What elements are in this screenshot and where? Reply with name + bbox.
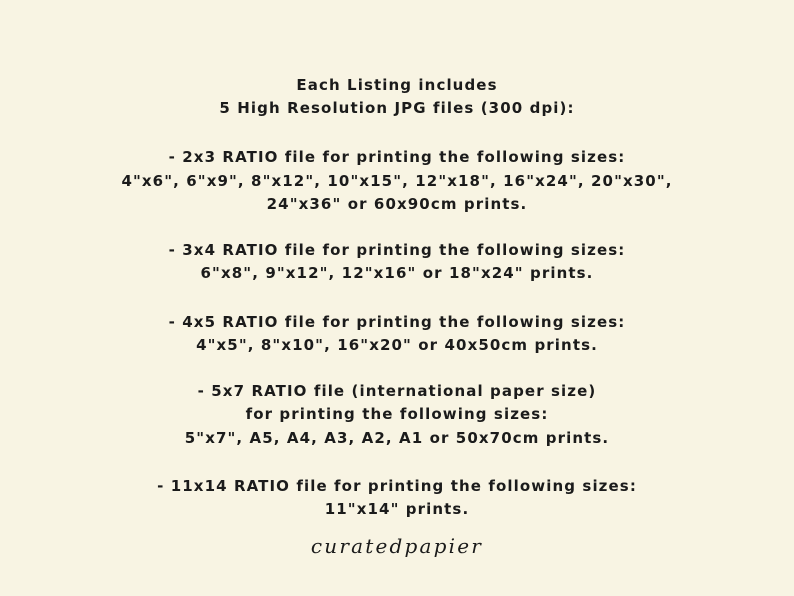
header-title: Each Listing includes <box>296 76 498 94</box>
header-subtitle: 5 High Resolution JPG files (300 dpi): <box>219 99 575 117</box>
brand-wordmark: curatedpapier <box>310 534 484 558</box>
section-11x14-sizes: 11"x14" prints. <box>324 500 470 518</box>
section-5x7-subheading: for printing the following sizes: <box>245 405 549 423</box>
section-5x7-sizes: 5"x7", A5, A4, A3, A2, A1 or 50x70cm prints. <box>184 429 610 447</box>
section-4x5-heading: - 4x5 RATIO file for printing the following sizes: <box>168 313 626 331</box>
section-3x4-heading: - 3x4 RATIO file for printing the following sizes: <box>168 241 626 259</box>
section-2x3-sizes-line-1: 4"x6", 6"x9", 8"x12", 10"x15", 12"x18", 16"x24", 20"x30", <box>121 172 673 190</box>
section-2x3-heading: - 2x3 RATIO file for printing the following sizes: <box>168 148 626 166</box>
section-5x7-heading: - 5x7 RATIO file (international paper size) <box>197 382 597 400</box>
section-2x3-sizes-line-2: 24"x36" or 60x90cm prints. <box>266 195 528 213</box>
section-11x14-heading: - 11x14 RATIO file for printing the following sizes: <box>157 477 637 495</box>
section-4x5-sizes: 4"x5", 8"x10", 16"x20" or 40x50cm prints. <box>196 336 598 354</box>
section-3x4-sizes: 6"x8", 9"x12", 12"x16" or 18"x24" prints. <box>200 264 594 282</box>
